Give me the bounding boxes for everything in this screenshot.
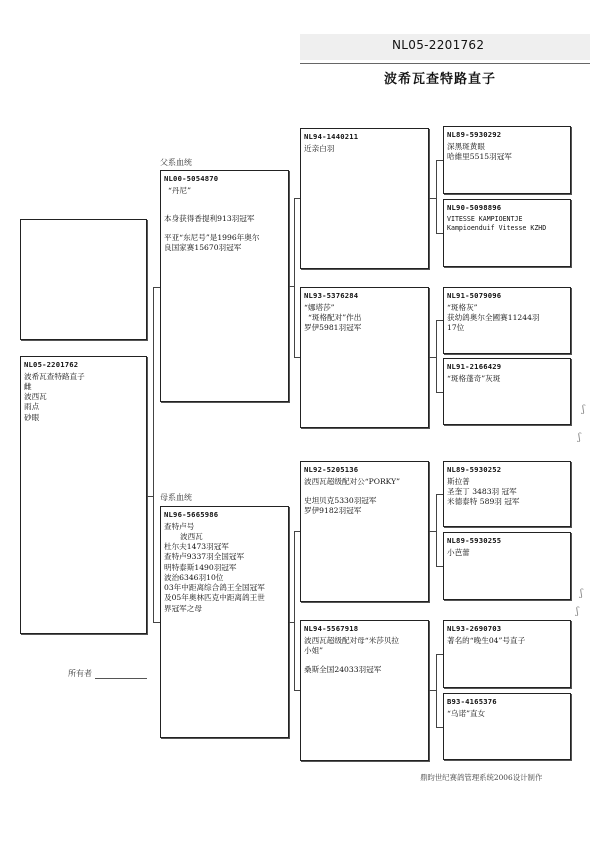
dam-sire-line: 罗伊9182羽冠军 [304, 506, 362, 516]
sire-dam-box [300, 287, 429, 428]
connector-line [294, 531, 300, 532]
sire-sire-sire-box [443, 126, 571, 194]
connector-line [436, 160, 437, 233]
sire-dam-line: “娜塔莎” [304, 302, 335, 312]
connector-line [289, 286, 294, 287]
sds-line: 获幼鸽奥尔全國赛11244羽 [447, 312, 540, 322]
dss-ring: NL89-5930252 [447, 465, 502, 474]
subject-ring: NL05-2201762 [24, 360, 79, 369]
dss-line: 米德泰特 589羽 冠军 [447, 497, 520, 507]
sdd-line: “斑格蓬奇”灰斑 [447, 373, 501, 383]
dam-dam-line: 桑斯全国24033羽冠军 [304, 665, 382, 675]
dam-line: 查特卢号 [164, 521, 195, 531]
sire-dam-line: “斑格配对”作出 [308, 312, 362, 322]
sire-line: 平亚“东尼号”是1996年奥尔 [164, 233, 260, 243]
connector-line [294, 198, 295, 357]
sdd-ring: NL91-2166429 [447, 362, 502, 371]
sire-sire-line: 近亲白羽 [304, 143, 335, 153]
photo-box [20, 219, 147, 340]
subject-line: 雨点 [24, 402, 40, 412]
scan-mark: ʃ [578, 432, 581, 443]
connector-line [289, 622, 294, 623]
sds-line: 17位 [447, 323, 465, 333]
dds-line: 著名的“晚生04”号直子 [447, 635, 526, 645]
sire-dam-sire-box [443, 287, 571, 354]
sss-ring: NL89-5930292 [447, 130, 502, 139]
ddd-line: “乌诺”直女 [447, 708, 486, 718]
sds-ring: NL91-5079096 [447, 291, 502, 300]
dss-line: 圣奎丁 3483羽 冠军 [447, 486, 517, 496]
sds-line: “斑格灰” [447, 302, 478, 312]
sire-sire-dam-box [443, 199, 571, 267]
sire-line-label: 父系血统 [160, 158, 192, 167]
connector-line [294, 198, 300, 199]
ssd-line: VITESSE KAMPIOENTJE [447, 214, 523, 223]
sire-box [160, 170, 289, 402]
connector-line [294, 690, 300, 691]
owner-signature-line [95, 678, 147, 679]
dam-sire-sire-box [443, 461, 571, 527]
connector-line [429, 357, 436, 358]
dam-dam-box [300, 620, 429, 761]
dam-sire-box [300, 461, 429, 602]
connector-line [429, 690, 436, 691]
connector-line [294, 531, 295, 690]
connector-line [147, 496, 153, 497]
dsd-ring: NL89-5930255 [447, 536, 502, 545]
dam-line: 及05年奥林匹克中距离鸽王世 [164, 593, 265, 603]
dam-sire-dam-box [443, 532, 571, 600]
dam-sire-ring: NL92-5205136 [304, 465, 359, 474]
sire-name: “丹尼” [168, 185, 191, 195]
connector-line [436, 392, 443, 393]
connector-line [294, 357, 300, 358]
ssd-line: Kampioenduif Vitesse KZHD [447, 223, 547, 232]
subject-line: 雌 [24, 381, 32, 391]
dam-dam-line: 小姐” [304, 645, 324, 655]
dam-dam-ring: NL94-5567918 [304, 624, 359, 633]
dam-dam-line: 波西瓦超级配对母“米莎贝拉 [304, 635, 400, 645]
dam-dam-sire-box [443, 620, 571, 688]
dam-line: 明特泰斯1490羽冠军 [164, 562, 237, 572]
scan-mark: ʃ [580, 588, 583, 599]
sire-sire-box [300, 128, 429, 269]
subject-line: 波西瓦 [24, 392, 47, 402]
dam-ring: NL96-5665986 [164, 510, 219, 519]
sire-sire-ring: NL94-1440211 [304, 132, 359, 141]
footer-credit: 鼎昀世纪赛鸽管理系统2006设计制作 [420, 773, 543, 782]
connector-line [436, 494, 443, 495]
dam-line: 波西瓦 [180, 531, 203, 541]
sss-line: 深黑斑黄眼 [447, 141, 485, 151]
sire-dam-line: 罗伊5981羽冠军 [304, 323, 362, 333]
dam-line: 界冠军之母 [164, 603, 202, 613]
connector-line [429, 198, 436, 199]
dam-dam-dam-box [443, 693, 571, 760]
sire-dam-dam-box [443, 358, 571, 425]
header-ring-number: NL05-2201762 [392, 38, 485, 52]
connector-line [153, 622, 160, 623]
sire-line: 本身获得香提利913羽冠军 [164, 213, 255, 223]
header-pigeon-name: 波希瓦查特路直子 [384, 72, 497, 87]
connector-line [436, 654, 443, 655]
dam-line: 查特卢9337羽全国冠军 [164, 552, 245, 562]
connector-line [436, 727, 443, 728]
subject-line: 波希瓦查特路直子 [24, 371, 85, 381]
sss-line: 哈維里5515羽冠军 [447, 151, 512, 161]
connector-line [436, 233, 443, 234]
connector-line [436, 320, 437, 392]
dam-sire-line: 史坦贝克5330羽冠军 [304, 495, 377, 505]
connector-line [436, 160, 443, 161]
dsd-line: 小芭蕾 [447, 547, 470, 557]
connector-line [153, 287, 160, 288]
dam-line: 杜尔夫1473羽冠军 [164, 542, 229, 552]
sire-line: 良国家赛15670羽冠军 [164, 243, 242, 253]
ssd-ring: NL90-5098896 [447, 203, 502, 212]
connector-line [436, 494, 437, 566]
connector-line [436, 566, 443, 567]
connector-line [429, 531, 436, 532]
scan-mark: ʃ [576, 606, 579, 617]
header-divider [300, 63, 590, 64]
sire-dam-ring: NL93-5376284 [304, 291, 359, 300]
owner-label: 所有者 [68, 669, 92, 678]
dam-line-label: 母系血统 [160, 493, 192, 502]
dds-ring: NL93-2690703 [447, 624, 502, 633]
subject-line: 砂眼 [24, 412, 40, 422]
connector-line [436, 320, 443, 321]
ddd-ring: B93-4165376 [447, 697, 497, 706]
scan-mark: ʃ [582, 404, 585, 415]
dss-line: 斯拉普 [447, 476, 470, 486]
dam-box [160, 506, 289, 738]
subject-box [20, 356, 147, 634]
sire-ring: NL00-5054870 [164, 174, 219, 183]
dam-line: 03年中距离综合鸽王全国冠军 [164, 583, 265, 593]
connector-line [153, 287, 154, 622]
connector-line [436, 654, 437, 727]
dam-line: 波治6346羽10位 [164, 572, 224, 582]
dam-sire-line: 波西瓦超级配对公“PORKY” [304, 476, 401, 486]
